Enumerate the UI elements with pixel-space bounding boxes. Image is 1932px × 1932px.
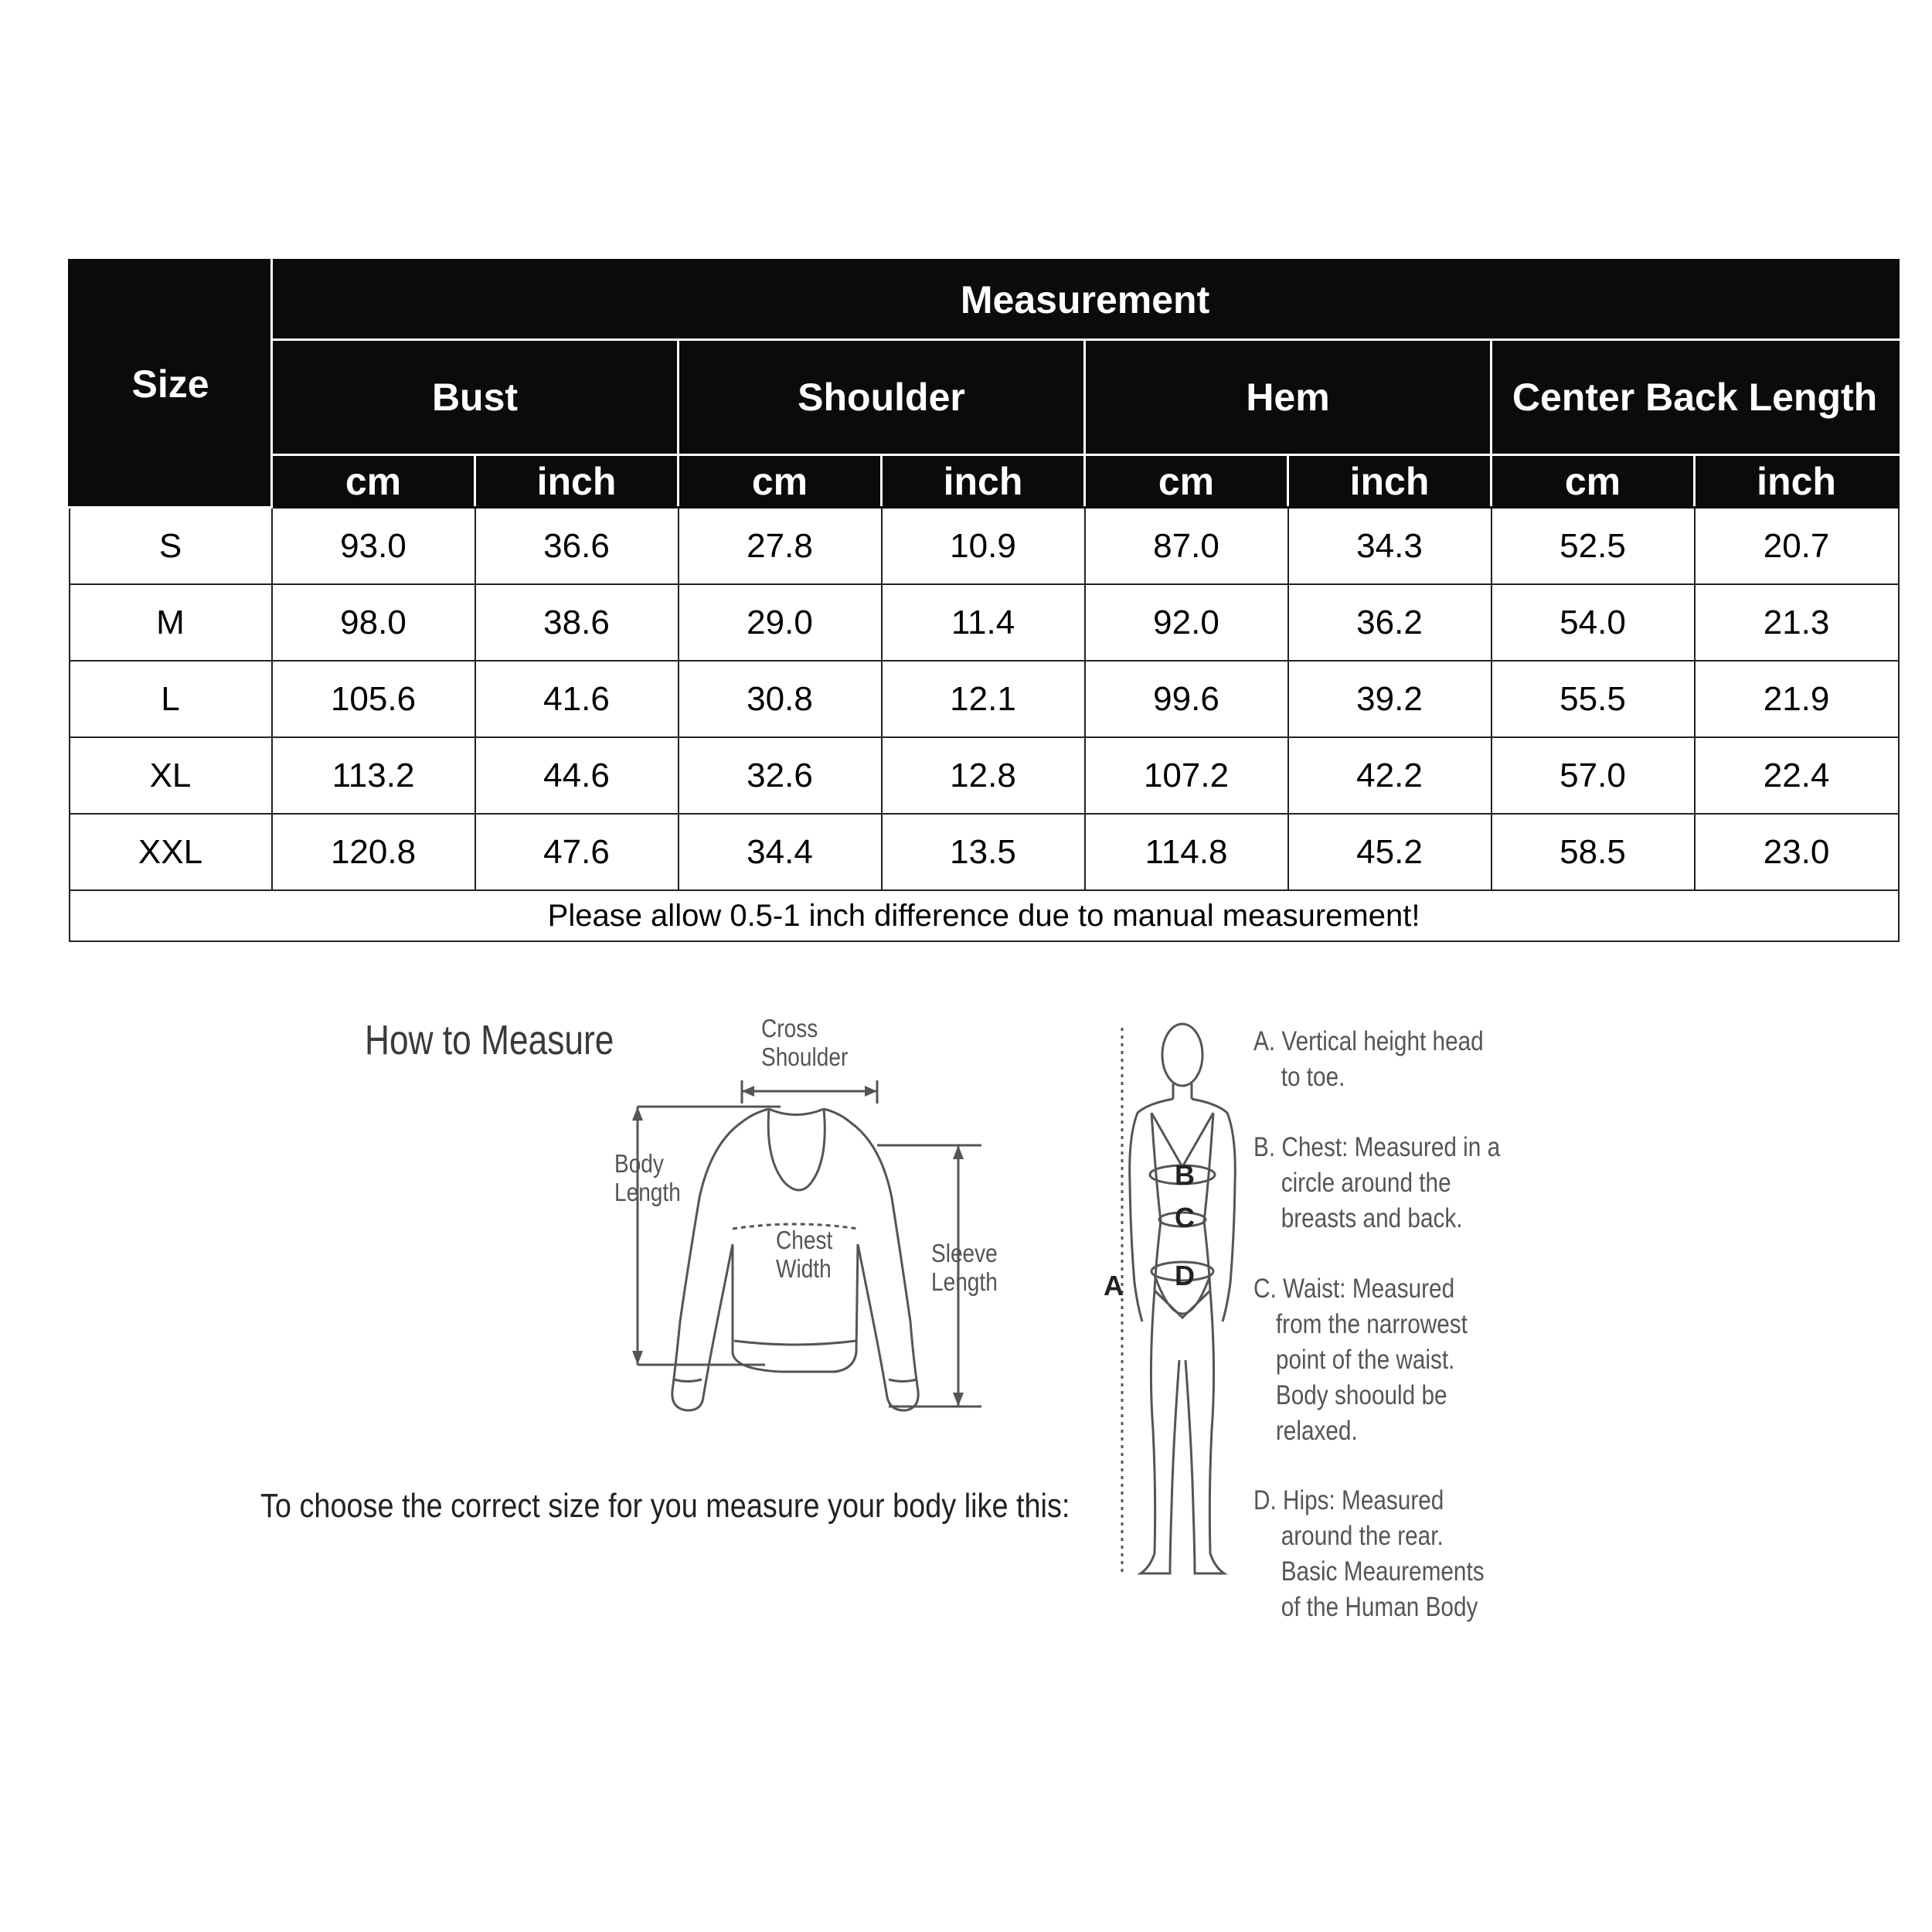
- note-chest: B. Chest: Measured in a circle around the breasts and back.: [1253, 1132, 1501, 1233]
- value-cell: 13.5: [882, 814, 1085, 890]
- value-cell: 45.2: [1288, 814, 1492, 890]
- value-cell: 21.9: [1695, 661, 1899, 737]
- group-header-shoulder: Shoulder: [679, 340, 1085, 455]
- size-cell: XL: [70, 737, 272, 814]
- value-cell: 10.9: [882, 508, 1085, 585]
- value-cell: 120.8: [272, 814, 475, 890]
- unit-header: cm: [1492, 455, 1695, 508]
- measurement-disclaimer: Please allow 0.5-1 inch difference due to manual measurement!: [70, 890, 1899, 941]
- cross-shoulder-label: Cross Shoulder: [761, 1014, 849, 1071]
- value-cell: 27.8: [679, 508, 882, 585]
- group-header-hem: Hem: [1085, 340, 1492, 455]
- value-cell: 57.0: [1492, 737, 1695, 814]
- table-row: [70, 814, 1899, 890]
- value-cell: 30.8: [679, 661, 882, 737]
- value-cell: 41.6: [475, 661, 679, 737]
- size-cell: L: [70, 661, 272, 737]
- value-cell: 38.6: [475, 584, 679, 661]
- body-letter-b: B: [1175, 1159, 1195, 1191]
- value-cell: 34.4: [679, 814, 882, 890]
- note-height: A. Vertical height head to toe.: [1253, 1026, 1484, 1092]
- how-to-measure-title: How to Measure: [365, 1017, 614, 1063]
- size-chart-table: [68, 259, 1900, 942]
- value-cell: 36.6: [475, 508, 679, 585]
- value-cell: 54.0: [1492, 584, 1695, 661]
- value-cell: 58.5: [1492, 814, 1695, 890]
- size-cell: M: [70, 584, 272, 661]
- note-hips: D. Hips: Measured around the rear. Basic Meaurements of the Human Body: [1253, 1485, 1485, 1622]
- unit-header: cm: [1085, 455, 1288, 508]
- value-cell: 47.6: [475, 814, 679, 890]
- value-cell: 11.4: [882, 584, 1085, 661]
- value-cell: 12.8: [882, 737, 1085, 814]
- body-length-label: Body Length: [614, 1149, 681, 1206]
- size-column-header: Size: [70, 260, 272, 508]
- value-cell: 87.0: [1085, 508, 1288, 585]
- value-cell: 23.0: [1695, 814, 1899, 890]
- chest-width-label: Chest Width: [776, 1226, 833, 1283]
- table-row: [70, 737, 1899, 814]
- unit-header: inch: [475, 455, 679, 508]
- note-waist: C. Waist: Measured from the narrowest point of the waist. Body shoould be relaxed.: [1253, 1274, 1468, 1446]
- measure-instruction: To choose the correct size for you measure your body like this:: [260, 1487, 1070, 1525]
- body-figure-diagram: [1105, 1012, 1260, 1600]
- value-cell: 44.6: [475, 737, 679, 814]
- value-cell: 107.2: [1085, 737, 1288, 814]
- value-cell: 39.2: [1288, 661, 1492, 737]
- unit-header: cm: [272, 455, 475, 508]
- group-header-center-back-length: Center Back Length: [1492, 340, 1899, 455]
- value-cell: 99.6: [1085, 661, 1288, 737]
- value-cell: 12.1: [882, 661, 1085, 737]
- value-cell: 98.0: [272, 584, 475, 661]
- group-header-bust: Bust: [272, 340, 679, 455]
- value-cell: 42.2: [1288, 737, 1492, 814]
- value-cell: 52.5: [1492, 508, 1695, 585]
- value-cell: 93.0: [272, 508, 475, 585]
- value-cell: 92.0: [1085, 584, 1288, 661]
- measurement-header: Measurement: [272, 260, 1899, 340]
- value-cell: 105.6: [272, 661, 475, 737]
- unit-header: inch: [882, 455, 1085, 508]
- unit-header: inch: [1288, 455, 1492, 508]
- value-cell: 36.2: [1288, 584, 1492, 661]
- value-cell: 22.4: [1695, 737, 1899, 814]
- value-cell: 55.5: [1492, 661, 1695, 737]
- table-row: [70, 508, 1899, 585]
- value-cell: 20.7: [1695, 508, 1899, 585]
- body-letter-a: A: [1104, 1270, 1124, 1301]
- unit-header: inch: [1695, 455, 1899, 508]
- body-letter-d: D: [1175, 1260, 1195, 1291]
- sleeve-length-label: Sleeve Length: [931, 1239, 998, 1296]
- size-cell: S: [70, 508, 272, 585]
- value-cell: 114.8: [1085, 814, 1288, 890]
- value-cell: 113.2: [272, 737, 475, 814]
- size-cell: XXL: [70, 814, 272, 890]
- table-row: [70, 661, 1899, 737]
- value-cell: 21.3: [1695, 584, 1899, 661]
- value-cell: 29.0: [679, 584, 882, 661]
- value-cell: 32.6: [679, 737, 882, 814]
- table-row: [70, 584, 1899, 661]
- body-letter-c: C: [1175, 1202, 1195, 1233]
- value-cell: 34.3: [1288, 508, 1492, 585]
- unit-header: cm: [679, 455, 882, 508]
